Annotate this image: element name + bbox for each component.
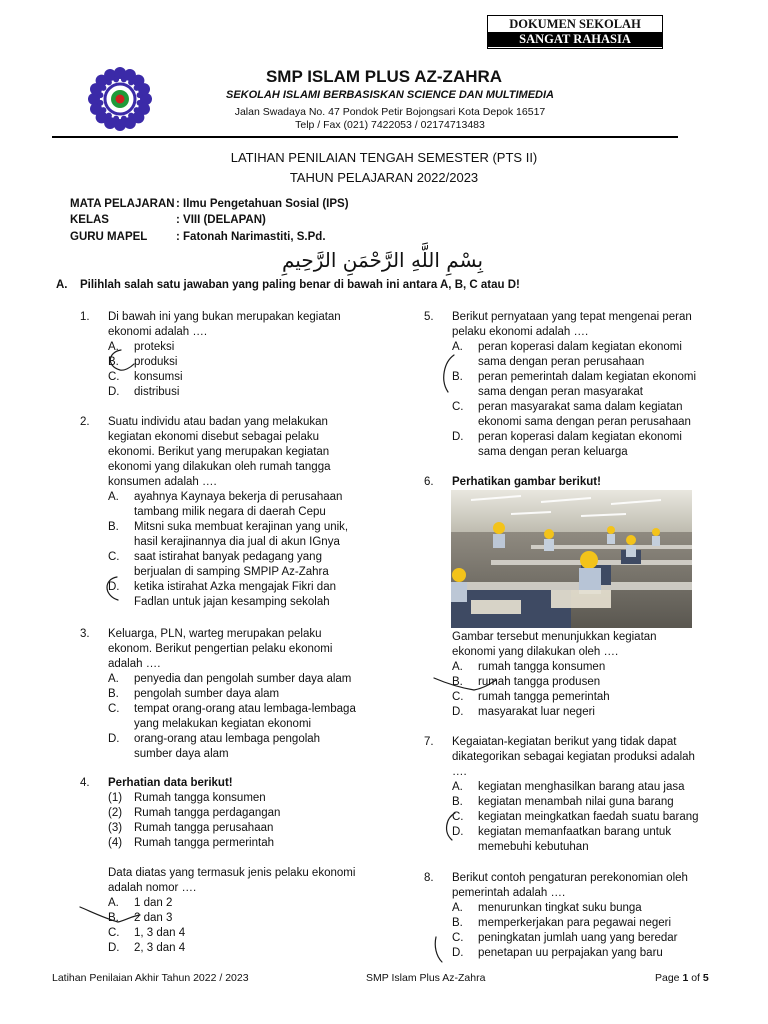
option-text: penetapan uu perpajakan yang baru <box>478 947 663 959</box>
question-stem <box>108 776 372 791</box>
question-stem <box>108 627 372 672</box>
page-prefix: Page <box>655 972 680 984</box>
option-text: kegiatan menghasilkan barang atau jasa <box>478 781 685 793</box>
option-text: orang-orang atau lembaga pengolah <box>134 733 321 745</box>
question-number: 1. <box>80 311 90 323</box>
data-list-item <box>108 806 372 821</box>
option-letter: D. <box>108 733 120 745</box>
stem-line: pemerintah adalah …. <box>452 887 566 899</box>
option-letter: B. <box>108 356 119 368</box>
option-list <box>452 901 716 961</box>
list-text: Rumah tangga perusahaan <box>134 822 274 834</box>
question-stem <box>108 415 372 490</box>
option-text: 2, 3 dan 4 <box>134 942 186 954</box>
footer-center: SMP Islam Plus Az-Zahra <box>366 972 486 984</box>
stem-line: …. <box>452 766 467 778</box>
question-number: 2. <box>80 416 90 428</box>
option-letter: A. <box>108 897 119 909</box>
school-tagline: SEKOLAH ISLAMI BERBASISKAN SCIENCE DAN MULTIMEDIA <box>226 89 554 101</box>
exam-title: LATIHAN PENILAIAN TENGAH SEMESTER (PTS II) <box>230 150 538 165</box>
stem-line: Suatu individu atau badan yang melakukan <box>108 416 328 428</box>
option-d[interactable] <box>452 946 716 961</box>
option-b[interactable] <box>452 916 716 931</box>
option-c[interactable] <box>108 702 372 732</box>
option-d[interactable] <box>108 580 372 610</box>
option-text: yang melakukan kegiatan ekonomi <box>134 718 312 730</box>
question-number: 3. <box>80 628 90 640</box>
question-stem <box>452 871 716 901</box>
option-b[interactable] <box>108 520 372 550</box>
option-b[interactable] <box>452 675 716 690</box>
option-list <box>108 896 372 956</box>
stem-line: adalah …. <box>108 658 161 670</box>
option-letter: C. <box>108 927 120 939</box>
option-list <box>452 340 716 460</box>
option-letter: B. <box>452 676 463 688</box>
option-text: berjualan di samping SMPIP Az-Zahra <box>134 566 329 578</box>
option-text: kegiatan menambah nilai guna barang <box>478 796 674 808</box>
option-b[interactable] <box>452 370 716 400</box>
list-text: Rumah tangga perdagangan <box>134 807 281 819</box>
stem-line: Keluarga, PLN, warteg merupakan pelaku <box>108 628 322 640</box>
option-text: 2 dan 3 <box>134 912 173 924</box>
option-text: sumber daya alam <box>134 748 229 760</box>
factory-workers-photo <box>451 490 692 628</box>
option-text: peran koperasi dalam kegiatan ekonomi <box>478 341 682 353</box>
option-text: tambang milik negara di daerah Cepu <box>134 506 326 518</box>
stem-line: ekonomi yang dilakukan oleh …. <box>452 646 619 658</box>
stem-line: Data diatas yang termasuk jenis pelaku ekonomi <box>108 867 356 879</box>
option-list <box>452 780 716 855</box>
stem-line: ekonomi yang dilakukan oleh rumah tangga <box>108 461 331 473</box>
basmala: بِسْمِ اللَّهِ الرَّحْمَنِ الرَّحِيمِ <box>282 248 484 272</box>
stem-line: Di bawah ini yang bukan merupakan kegiatan <box>108 311 341 323</box>
option-text: rumah tangga pemerintah <box>478 691 610 703</box>
section-letter: A. <box>56 279 68 291</box>
question-number: 7. <box>424 736 434 748</box>
school-phone: Telp / Fax (021) 7422053 / 02174713483 <box>295 119 485 131</box>
option-text: konsumsi <box>134 371 183 383</box>
option-a[interactable] <box>108 896 372 911</box>
stem-line: Kegaiatan-kegiatan berikut yang tidak dapat <box>452 736 677 748</box>
stem-line: Perhatikan gambar berikut! <box>452 476 601 488</box>
option-c[interactable] <box>452 400 716 430</box>
option-list <box>108 340 372 400</box>
option-letter: C. <box>452 691 464 703</box>
option-letter: D. <box>452 826 464 838</box>
stem-line: Gambar tersebut menunjukkan kegiatan <box>452 631 657 643</box>
option-d[interactable] <box>452 430 716 460</box>
option-text: ekonomi sama dengan peran perusahaan <box>478 416 691 428</box>
option-letter: D. <box>108 581 120 593</box>
option-text: rumah tangga produsen <box>478 676 601 688</box>
option-b[interactable] <box>108 355 372 370</box>
option-letter: C. <box>452 932 464 944</box>
question-number: 8. <box>424 872 434 884</box>
confidential-stamp <box>487 15 663 49</box>
data-list-item <box>108 836 372 851</box>
list-label: (4) <box>108 837 123 849</box>
option-letter: C. <box>108 371 120 383</box>
logo-petal <box>137 92 143 98</box>
question-number: 5. <box>424 311 434 323</box>
option-a[interactable] <box>452 780 716 795</box>
question-stem <box>108 310 372 340</box>
page-of: of <box>691 972 700 984</box>
stem-line: Berikut pernyataan yang tepat mengenai peran <box>452 311 692 323</box>
option-letter: C. <box>108 551 120 563</box>
option-a[interactable] <box>452 660 716 675</box>
option-letter: C. <box>452 811 464 823</box>
option-text: peran pemerintah dalam kegiatan ekonomi <box>478 371 696 383</box>
meta-value-class: : VIII (DELAPAN) <box>176 214 266 226</box>
option-text: memperkerjakan para pegawai negeri <box>478 917 672 929</box>
option-letter: B. <box>108 688 119 700</box>
option-text: proteksi <box>134 341 175 353</box>
option-a[interactable] <box>452 901 716 916</box>
option-letter: D. <box>108 942 120 954</box>
option-letter: B. <box>452 917 463 929</box>
option-text: Fadlan untuk jajan kesamping sekolah <box>134 596 330 608</box>
option-letter: B. <box>108 912 119 924</box>
option-letter: B. <box>452 796 463 808</box>
option-d[interactable] <box>108 385 372 400</box>
stamp-line-1: DOKUMEN SEKOLAH <box>509 17 641 31</box>
stamp-line-2: SANGAT RAHASIA <box>488 32 662 47</box>
meta-key-subject: MATA PELAJARAN <box>70 198 175 210</box>
option-text: penyedia dan pengolah sumber daya alam <box>134 673 352 685</box>
option-c[interactable] <box>108 926 372 941</box>
option-text: sama dengan peran keluarga <box>478 446 628 458</box>
stem-line: Berikut contoh pengaturan perekonomian oleh <box>452 872 688 884</box>
stem-line: ekonomi. Berikut yang merupakan kegiatan <box>108 446 330 458</box>
option-letter: C. <box>108 703 120 715</box>
meta-value-subject: : Ilmu Pengetahuan Sosial (IPS) <box>176 198 349 210</box>
section-instruction: Pilihlah salah satu jawaban yang paling benar di bawah ini antara A, B, C atau D! <box>80 279 520 291</box>
option-d[interactable] <box>452 705 716 720</box>
list-text: Rumah tangga konsumen <box>134 792 266 804</box>
list-label: (3) <box>108 822 123 834</box>
option-list <box>108 490 372 610</box>
option-b[interactable] <box>108 687 372 702</box>
option-d[interactable] <box>452 825 716 855</box>
option-b[interactable] <box>108 911 372 926</box>
list-label: (2) <box>108 807 123 819</box>
option-text: produksi <box>134 356 178 368</box>
option-text: 1 dan 2 <box>134 897 173 909</box>
option-letter: A. <box>452 902 463 914</box>
meta-value-teacher: : Fatonah Narimastiti, S.Pd. <box>176 231 326 243</box>
question-stem <box>452 735 716 780</box>
option-letter: A. <box>108 491 119 503</box>
list-label: (1) <box>108 792 123 804</box>
stem-line: kegiatan ekonomi disebut sebagai pelaku <box>108 431 319 443</box>
option-text: hasil kerajinannya dia jual di akun IGnya <box>134 536 340 548</box>
question-stem <box>452 475 716 490</box>
stem-line: ekonom. Berikut pengertian pelaku ekonomi <box>108 643 333 655</box>
option-letter: D. <box>452 706 464 718</box>
stem-line: adalah nomor …. <box>108 882 197 894</box>
option-text: ayahnya Kaynaya bekerja di perusahaan <box>134 491 343 503</box>
option-list <box>452 660 716 720</box>
page-total: 5 <box>702 972 709 984</box>
question-stem-2 <box>452 630 716 660</box>
option-letter: A. <box>452 661 463 673</box>
footer-left: Latihan Penilaian Akhir Tahun 2022 / 2023 <box>52 972 249 984</box>
option-c[interactable] <box>452 931 716 946</box>
option-text: menurunkan tingkat suku bunga <box>478 902 642 914</box>
stem-line: ekonomi adalah …. <box>108 326 208 338</box>
option-letter: A. <box>452 341 463 353</box>
option-text: tempat orang-orang atau lembaga-lembaga <box>134 703 356 715</box>
question-number: 4. <box>80 777 90 789</box>
option-d[interactable] <box>108 941 372 956</box>
option-text: kegiatan memanfaatkan barang untuk <box>478 826 672 838</box>
question-number: 6. <box>424 476 434 488</box>
option-letter: D. <box>108 386 120 398</box>
option-text: peran masyarakat sama dalam kegiatan <box>478 401 683 413</box>
option-text: peningkatan jumlah uang yang beredar <box>478 932 678 944</box>
meta-key-teacher: GURU MAPEL <box>70 231 148 243</box>
option-text: Mitsni suka membuat kerajinan yang unik, <box>134 521 349 533</box>
option-letter: A. <box>108 341 119 353</box>
option-text: distribusi <box>134 386 180 398</box>
option-c[interactable] <box>108 550 372 580</box>
footer-page <box>655 972 709 984</box>
option-text: rumah tangga konsumen <box>478 661 606 673</box>
option-c[interactable] <box>452 690 716 705</box>
option-letter: D. <box>452 431 464 443</box>
option-text: memebuhi kebutuhan <box>478 841 589 853</box>
option-c[interactable] <box>452 810 716 825</box>
option-letter: D. <box>452 947 464 959</box>
option-text: masyarakat luar negeri <box>478 706 595 718</box>
data-list-item <box>108 791 372 806</box>
school-address: Jalan Swadaya No. 47 Pondok Petir Bojongsari Kota Depok 16517 <box>234 106 546 118</box>
question-stem-2 <box>108 866 372 896</box>
list-text: Rumah tangga permerintah <box>134 837 274 849</box>
option-list <box>108 672 372 762</box>
option-letter: A. <box>108 673 119 685</box>
option-letter: B. <box>108 521 119 533</box>
option-a[interactable] <box>108 340 372 355</box>
data-list-item <box>108 821 372 836</box>
stem-line: Perhatian data berikut! <box>108 777 233 789</box>
option-text: sama dengan peran masyarakat <box>478 386 643 398</box>
stem-line: pelaku ekonomi adalah …. <box>452 326 589 338</box>
school-name: SMP ISLAM PLUS AZ-ZAHRA <box>265 67 503 86</box>
option-text: sama dengan peran perusahaan <box>478 356 645 368</box>
stem-line: konsumen adalah …. <box>108 476 217 488</box>
meta-key-class: KELAS <box>70 214 109 226</box>
option-text: 1, 3 dan 4 <box>134 927 186 939</box>
option-a[interactable] <box>108 672 372 687</box>
option-text: ketika istirahat Azka mengajak Fikri dan <box>134 581 336 593</box>
option-d[interactable] <box>108 732 372 762</box>
option-text: pengolah sumber daya alam <box>134 688 280 700</box>
page-current: 1 <box>682 972 689 984</box>
exam-year: TAHUN PELAJARAN 2022/2023 <box>289 170 479 185</box>
option-letter: A. <box>452 781 463 793</box>
option-text: kegiatan meingkatkan faedah suatu barang <box>478 811 699 823</box>
option-a[interactable] <box>108 490 372 520</box>
option-text: saat istirahat banyak pedagang yang <box>134 551 322 563</box>
option-b[interactable] <box>452 795 716 810</box>
option-letter: C. <box>452 401 464 413</box>
option-letter: B. <box>452 371 463 383</box>
stem-line: dikategorikan sebagai kegiatan produksi adalah <box>452 751 695 763</box>
option-text: peran koperasi dalam kegiatan ekonomi <box>478 431 682 443</box>
header-divider <box>52 136 678 138</box>
option-c[interactable] <box>108 370 372 385</box>
option-a[interactable] <box>452 340 716 370</box>
data-list <box>108 791 372 851</box>
question-stem <box>452 310 716 340</box>
